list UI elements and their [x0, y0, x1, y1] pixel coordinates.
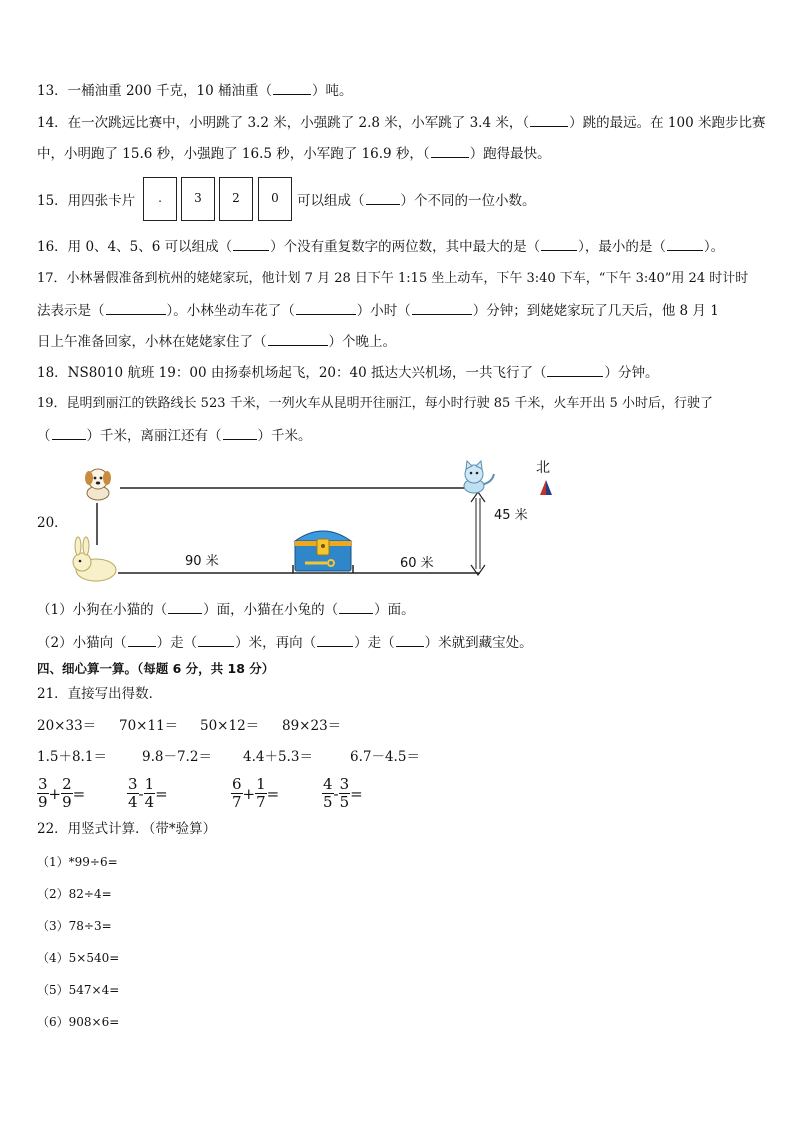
question-17-line3: [37, 332, 396, 352]
answer-blank[interactable]: [273, 81, 311, 95]
answer-blank[interactable]: [530, 113, 568, 127]
q20-sub1-a: （1）小狗在小猫的（: [37, 602, 168, 618]
answer-blank[interactable]: [233, 237, 269, 251]
cat-icon: [464, 461, 494, 493]
map-diagram: [60, 455, 560, 590]
calc-item: 50×12＝: [200, 718, 260, 734]
number-card: 0: [258, 177, 292, 221]
q20-sub2-e: ）米就到藏宝处。: [424, 635, 533, 651]
q17-text-2d: ）分钟；到姥姥家玩了几天后，他 8 月 1: [472, 303, 719, 319]
calc-row-1: [37, 716, 342, 736]
vertical-calc-item: （1）*99÷6=: [37, 855, 118, 869]
q18-text-b: ）分钟。: [604, 365, 659, 381]
calc-item: 4.4＋5.3＝: [243, 749, 313, 765]
q16-text-c: ），最小的是（: [578, 239, 666, 255]
q19-text-1: 19．昆明到丽江的铁路线长 523 千米，一列火车从昆明开往丽江，每小时行驶 85 千米，火车开出 5 小时后，行驶了: [37, 396, 713, 411]
question-17-line2: [37, 301, 719, 321]
vertical-calc-item: （4）5×540=: [37, 951, 120, 965]
answer-blank[interactable]: [396, 633, 424, 647]
question-20-sub1: [37, 600, 415, 620]
q20-sub2-d: ）走（: [354, 635, 395, 651]
answer-blank[interactable]: [168, 600, 202, 614]
fraction-expr: $\frac{6}{7}$ + $\frac{1}{7}$ =: [232, 775, 280, 811]
q19-text-2b: ）千米，离丽江还有（: [86, 428, 222, 444]
question-17-line1: [37, 269, 748, 289]
question-20-number: 20．: [37, 515, 68, 531]
answer-blank[interactable]: [366, 191, 400, 205]
q20-sub2-c: ）米，再向（: [235, 635, 317, 651]
q13-text-a: 13．一桶油重 200 千克，10 桶油重（: [37, 83, 272, 99]
distance-label-60: 60 米: [400, 556, 434, 571]
answer-blank[interactable]: [296, 301, 356, 315]
fraction-expr: $\frac{3}{9}$ + $\frac{2}{9}$ =: [38, 775, 86, 811]
vertical-calc-item: （2）82÷4=: [37, 887, 112, 901]
q16-text-a: 16．用 0、4、5、6 可以组成（: [37, 239, 233, 255]
question-19-line2: [37, 426, 312, 446]
q13-text-b: ）吨。: [312, 83, 353, 99]
vertical-calc-item: （6）908×6=: [37, 1015, 120, 1029]
q14-text-c: 中，小明跑了 15.6 秒，小强跑了 16.5 秒，小军跑了 16.9 秒，（: [37, 146, 430, 162]
question-15-suffix: [297, 191, 536, 211]
treasure-chest-icon: [295, 531, 351, 571]
answer-blank[interactable]: [667, 237, 703, 251]
q18-text-a: 18．NS8010 航班 19：00 由扬泰机场起飞，20：40 抵达大兴机场，一共飞行了（: [37, 365, 547, 381]
question-18: [37, 363, 658, 383]
q17-text-2a: 法表示是（: [37, 303, 105, 319]
question-14-line1: [37, 113, 765, 133]
distance-label-45: 45 米: [494, 508, 528, 523]
north-arrow-icon: [540, 480, 552, 495]
question-15-prefix: [37, 191, 135, 211]
calc-item: 89×23＝: [282, 718, 342, 734]
number-card: .: [143, 177, 177, 221]
calc-row-2: [37, 747, 420, 767]
question-22-title: 22．用竖式计算．（带*验算）: [37, 821, 217, 837]
section-heading: 四、细心算一算。（每题 6 分，共 18 分）: [37, 661, 275, 676]
distance-label-90: 90 米: [185, 554, 219, 569]
q14-text-a: 14．在一次跳远比赛中，小明跳了 3.2 米，小强跳了 2.8 米，小军跳了 3.4 米，（: [37, 115, 530, 131]
question-19-line1: [37, 394, 713, 414]
q15-text-c: ）个不同的一位小数。: [400, 193, 536, 209]
north-label: 北: [536, 460, 550, 476]
rabbit-icon: [73, 537, 116, 581]
calc-item: 9.8－7.2＝: [142, 749, 212, 765]
answer-blank[interactable]: [106, 301, 166, 315]
q17-text-2c: ）小时（: [356, 303, 411, 319]
q17-text-3a: 日上午准备回家，小林在姥姥家住了（: [37, 334, 267, 350]
dog-icon: [85, 469, 111, 500]
fraction-expr: $\frac{3}{4}$ - $\frac{1}{4}$ =: [128, 775, 168, 811]
answer-blank[interactable]: [52, 426, 86, 440]
answer-blank[interactable]: [431, 144, 469, 158]
question-16: [37, 237, 724, 257]
calc-item: 1.5＋8.1＝: [37, 749, 107, 765]
q16-text-d: ）。: [703, 239, 725, 255]
q19-text-2c: ）千米。: [257, 428, 312, 444]
q17-text-3b: ）个晚上。: [328, 334, 396, 350]
fraction-expr: $\frac{4}{5}$ - $\frac{3}{5}$ =: [323, 775, 363, 811]
answer-blank[interactable]: [412, 301, 472, 315]
vertical-calc-item: （3）78÷3=: [37, 919, 112, 933]
answer-blank[interactable]: [541, 237, 577, 251]
vertical-calc-item: （5）547×4=: [37, 983, 120, 997]
answer-blank[interactable]: [547, 363, 603, 377]
q17-text-2b: ）。小林坐动车花了（: [166, 303, 295, 319]
q17-text-1: 17．小林暑假准备到杭州的姥姥家玩，他计划 7 月 28 日下午 1:15 坐上动车，下午 3:40 下车，“下午 3:40”用 24 时计时: [37, 271, 749, 286]
number-card: 3: [181, 177, 215, 221]
question-14-line2: [37, 144, 551, 164]
q15-text-b: 可以组成（: [297, 193, 365, 209]
q14-text-d: ）跑得最快。: [469, 146, 551, 162]
question-21-title: 21．直接写出得数．: [37, 686, 163, 702]
calc-item: 20×33＝: [37, 718, 97, 734]
q20-sub2-b: ）走（: [156, 635, 198, 651]
answer-blank[interactable]: [223, 426, 257, 440]
answer-blank[interactable]: [339, 600, 373, 614]
answer-blank[interactable]: [198, 633, 234, 647]
answer-blank[interactable]: [128, 633, 156, 647]
calc-item: 6.7－4.5＝: [350, 749, 420, 765]
vertical-double-arrow: [471, 492, 485, 575]
q16-text-b: ）个没有重复数字的两位数，其中最大的是（: [270, 239, 541, 255]
question-20-sub2: [37, 633, 533, 653]
answer-blank[interactable]: [268, 332, 328, 346]
q15-text-a: 15．用四张卡片: [37, 193, 136, 209]
answer-blank[interactable]: [317, 633, 353, 647]
number-card: 2: [219, 177, 253, 221]
q19-text-2a: （: [37, 428, 51, 444]
q20-sub2-a: （2）小猫向（: [37, 635, 127, 651]
question-13: [37, 81, 353, 101]
q20-sub1-c: ）面。: [374, 602, 415, 618]
calc-item: 70×11＝: [119, 718, 179, 734]
q20-sub1-b: ）面，小猫在小兔的（: [203, 602, 339, 618]
q14-text-b: ）跳的最远。在 100 米跑步比赛: [569, 115, 766, 131]
